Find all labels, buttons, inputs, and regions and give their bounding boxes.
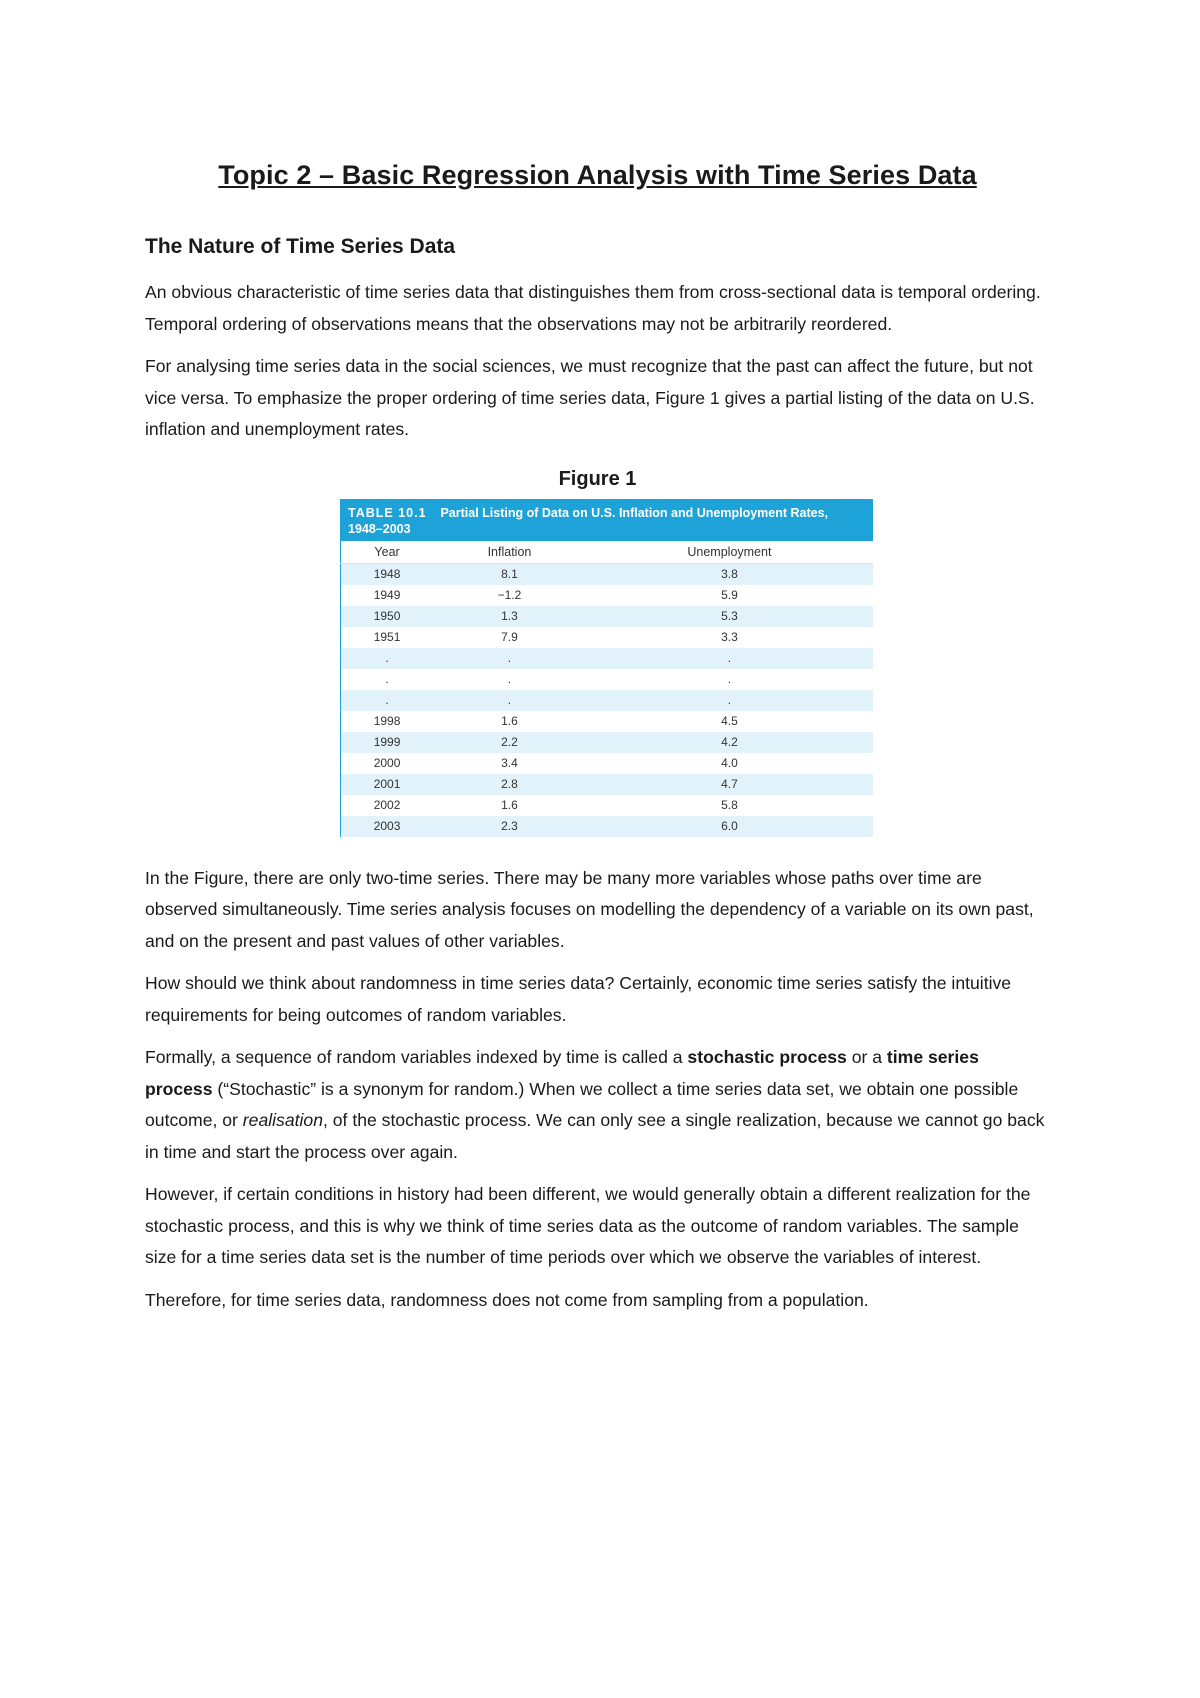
table-cell: 5.8 <box>586 795 873 816</box>
table-cell: 2.2 <box>433 732 586 753</box>
table-cell: 2.8 <box>433 774 586 795</box>
table-row <box>341 732 874 753</box>
table-row <box>341 563 874 585</box>
data-table <box>340 541 873 837</box>
table-cell: 1948 <box>341 563 434 585</box>
table-row <box>341 648 874 669</box>
table-cell: 3.8 <box>586 563 873 585</box>
table-cell: 2003 <box>341 816 434 837</box>
figure-table <box>340 499 873 837</box>
table-cell: 4.2 <box>586 732 873 753</box>
paragraph-1: An obvious characteristic of time series data that distinguishes them from cross-sectional data is temporal ordering. Temporal ordering of observations means that the observations may not be arbitrarily reordered. <box>145 282 1041 334</box>
table-cell: 1950 <box>341 606 434 627</box>
table-row <box>341 774 874 795</box>
table-row <box>341 585 874 606</box>
table-cell: 1949 <box>341 585 434 606</box>
table-title: Partial Listing of Data on U.S. Inflation and Unemployment Rates, 1948–2003 <box>348 505 829 536</box>
section-heading: The Nature of Time Series Data <box>145 235 456 258</box>
p5-text-e: (“Stochastic” is a synonym for random.) When we collect a time series data set, we obtain one possible outcome, or <box>145 1078 1019 1130</box>
table-cell: 3.4 <box>433 753 586 774</box>
table-row <box>341 795 874 816</box>
p5-text-g: , of the stochastic process. We can only see a single realization, because we cannot go back in time and start the process over again. <box>145 1110 1045 1162</box>
table-cell: . <box>341 648 434 669</box>
figure-caption: Figure 1 <box>558 467 637 490</box>
paragraph-4: How should we think about randomness in time series data? Certainly, economic time series satisfy the intuitive requirements for being outcomes of random variables. <box>145 973 1012 1025</box>
table-cell: 1998 <box>341 711 434 732</box>
paragraph-2: For analysing time series data in the social sciences, we must recognize that the past can affect the future, but not vice versa. To emphasize the proper ordering of time series data, Figure 1 gives a partial listing of the data on U.S. inflation and unemployment rates. <box>145 356 1035 439</box>
table-cell: . <box>433 669 586 690</box>
page-title: Topic 2 – Basic Regression Analysis with Time Series Data <box>218 160 977 190</box>
table-cell: 2002 <box>341 795 434 816</box>
table-cell: . <box>586 648 873 669</box>
table-row <box>341 606 874 627</box>
table-cell: . <box>433 648 586 669</box>
table-header-row <box>341 541 874 564</box>
table-row <box>341 816 874 837</box>
term-realisation: realisation <box>242 1110 323 1130</box>
table-cell: 1951 <box>341 627 434 648</box>
paragraph-5 <box>145 1042 1050 1168</box>
table-cell: 8.1 <box>433 563 586 585</box>
p5-text-c: or a <box>846 1047 887 1067</box>
table-cell: . <box>433 690 586 711</box>
table-cell: 6.0 <box>586 816 873 837</box>
table-header <box>340 499 873 541</box>
table-row <box>341 753 874 774</box>
table-cell: 1999 <box>341 732 434 753</box>
table-cell: 4.0 <box>586 753 873 774</box>
term-time-series-process: time series process <box>145 1047 979 1099</box>
table-cell: 4.5 <box>586 711 873 732</box>
table-row <box>341 690 874 711</box>
table-cell: . <box>586 669 873 690</box>
table-cell: 1.6 <box>433 711 586 732</box>
table-cell: 5.9 <box>586 585 873 606</box>
table-cell: . <box>586 690 873 711</box>
table-cell: 1.6 <box>433 795 586 816</box>
paragraph-3: In the Figure, there are only two-time series. There may be many more variables whose paths over time are observed simultaneously. Time series analysis focuses on modelling the dependency of a variable on its own past, and on the present and past values of other variables. <box>145 867 1034 951</box>
column-header: Year <box>341 541 434 564</box>
table-cell: 3.3 <box>586 627 873 648</box>
p5-text-a: Formally, a sequence of random variables indexed by time is called a <box>145 1047 688 1067</box>
table-row <box>341 627 874 648</box>
column-header: Unemployment <box>586 541 873 564</box>
table-cell: 7.9 <box>433 627 586 648</box>
document-page <box>145 160 1050 1327</box>
paragraph-7: Therefore, for time series data, randomness does not come from sampling from a population. <box>145 1289 869 1310</box>
table-label: TABLE 10.1 <box>348 505 427 520</box>
table-cell: 1.3 <box>433 606 586 627</box>
term-stochastic-process: stochastic process <box>687 1047 847 1067</box>
table-row <box>341 669 874 690</box>
column-header: Inflation <box>433 541 586 564</box>
table-cell: 4.7 <box>586 774 873 795</box>
table-cell: . <box>341 690 434 711</box>
table-cell: 5.3 <box>586 606 873 627</box>
table-cell: 2001 <box>341 774 434 795</box>
table-cell: −1.2 <box>433 585 586 606</box>
table-cell: 2000 <box>341 753 434 774</box>
table-body <box>341 563 874 837</box>
paragraph-6: However, if certain conditions in history had been different, we would generally obtain a different realization for the stochastic process, and this is why we think of time series data as the outcome of random variables. The sample size for a time series data set is the number of time periods over which we observe the variables of interest. <box>145 1184 1031 1267</box>
table-cell: . <box>341 669 434 690</box>
table-cell: 2.3 <box>433 816 586 837</box>
table-row <box>341 711 874 732</box>
